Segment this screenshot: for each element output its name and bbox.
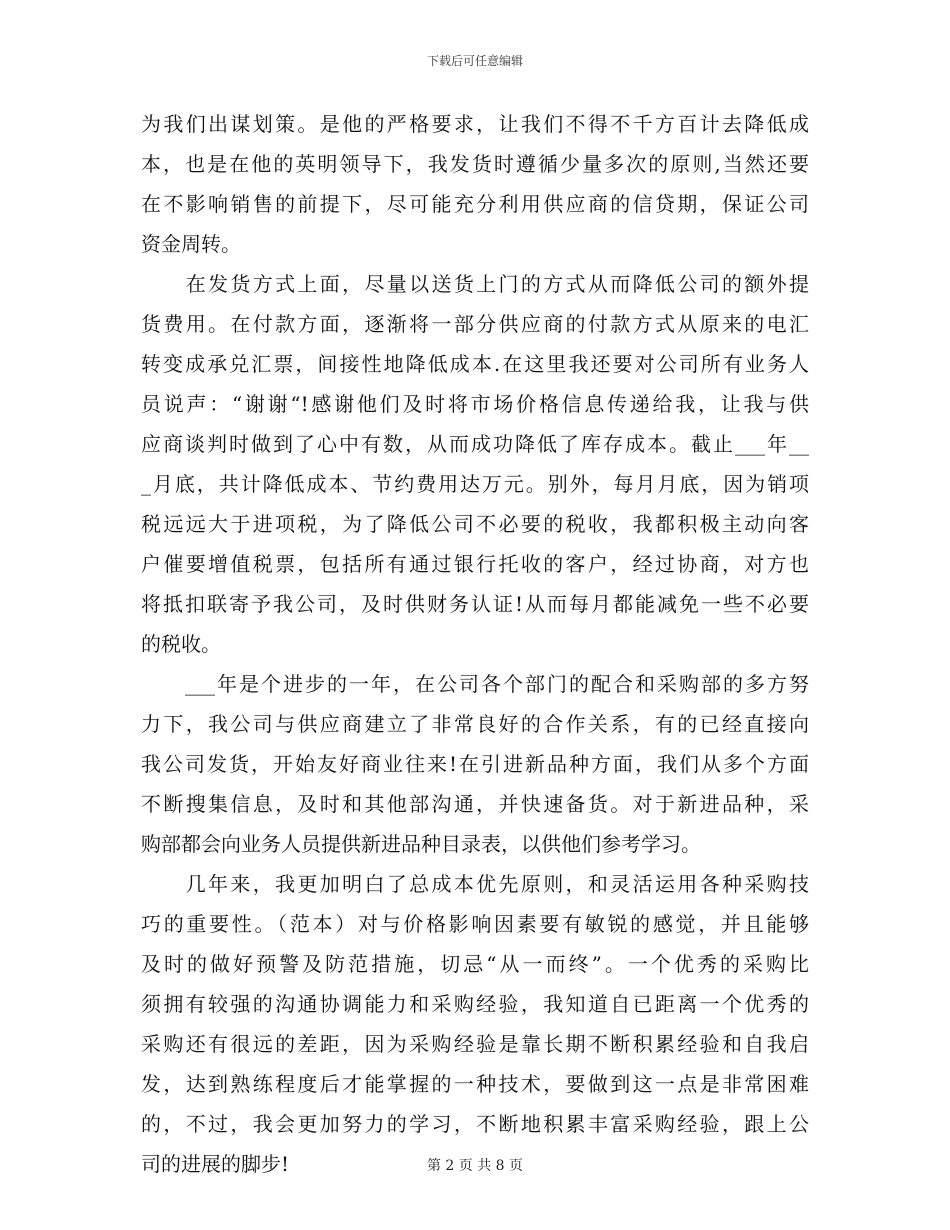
- text-line: 力下，我公司与供应商建立了非常良好的合作关系，有的已经直接向: [141, 712, 809, 736]
- text-line: 不断搜集信息，及时和其他部沟通，并快速备货。对于新进品种，采: [141, 792, 809, 816]
- text-line: 的，不过，我会更加努力的学习，不断地积累丰富采购经验，跟上公: [141, 1112, 809, 1136]
- text-line: 及时的做好预警及防范措施，切忌“从一而终”。一个优秀的采购比: [141, 952, 809, 976]
- text-line: 应商谈判时做到了心中有数，从而成功降低了库存成本。截止___年__: [141, 432, 809, 456]
- text-line: 货费用。在付款方面，逐渐将一部分供应商的付款方式从原来的电汇: [141, 312, 809, 336]
- page-number: 第 2 页 共 8 页: [426, 1158, 524, 1174]
- text-line: 我公司发货，开始友好商业往来!在引进新品种方面，我们从多个方面: [141, 752, 809, 776]
- text-line: _月底，共计降低成本、节约费用达万元。别外，每月月底，因为销项: [141, 472, 809, 496]
- text-line: 在发货方式上面，尽量以送货上门的方式从而降低公司的额外提: [141, 272, 809, 296]
- text-line: ___年是个进步的一年，在公司各个部门的配合和采购部的多方努: [141, 672, 809, 696]
- text-line: 为我们出谋划策。是他的严格要求，让我们不得不千方百计去降低成: [141, 112, 809, 136]
- text-line: 资金周转。: [141, 232, 241, 256]
- text-line: 司的进展的脚步!: [141, 1152, 290, 1176]
- text-line: 在不影响销售的前提下，尽可能充分利用供应商的信贷期，保证公司: [141, 192, 809, 216]
- text-line: 转变成承兑汇票，间接性地降低成本.在这里我还要对公司所有业务人: [141, 352, 809, 376]
- document-body: [141, 104, 809, 1184]
- text-line: 采购还有很远的差距，因为采购经验是靠长期不断积累经验和自我启: [141, 1032, 809, 1056]
- text-line: 几年来，我更加明白了总成本优先原则，和灵活运用各种采购技: [141, 872, 809, 896]
- text-line: 户催要增值税票，包括所有通过银行托收的客户，经过协商，对方也: [141, 552, 809, 576]
- page-header-note: 下载后可任意编辑: [426, 54, 523, 68]
- text-line: 发，达到熟练程度后才能掌握的一种技术，要做到这一点是非常困难: [141, 1072, 809, 1096]
- text-line: 本，也是在他的英明领导下，我发货时遵循少量多次的原则,当然还要: [141, 152, 809, 176]
- text-line: 员说声：“谢谢“!感谢他们及时将市场价格信息传递给我，让我与供: [141, 392, 809, 416]
- text-line: 巧的重要性。（范本）对与价格影响因素要有敏锐的感觉，并且能够: [141, 912, 809, 936]
- text-line: 须拥有较强的沟通协调能力和采购经验，我知道自已距离一个优秀的: [141, 992, 809, 1016]
- text-line: 购部都会向业务人员提供新进品种目录表，以供他们参考学习。: [141, 832, 701, 856]
- text-line: 的税收。: [141, 632, 221, 656]
- text-line: 税远远大于进项税，为了降低公司不必要的税收，我都积极主动向客: [141, 512, 809, 536]
- text-line: 将抵扣联寄予我公司，及时供财务认证!从而每月都能减免一些不必要: [141, 592, 809, 616]
